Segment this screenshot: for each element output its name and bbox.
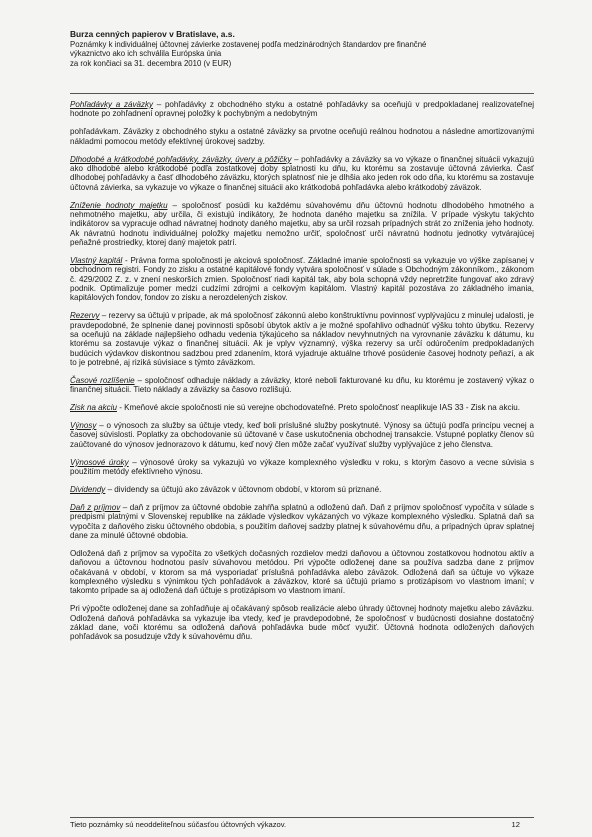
term-income-tax: Daň z príjmov [70, 502, 121, 512]
paragraph-text: Pri výpočte odloženej dane sa zohľadňuje aj očakávaný spôsob realizácie alebo úhrady účtovnej hodnoty majetku alebo záväzku. Odložená daňová pohľadávka sa vykazuje iba vtedy, keď je pravdepodobné, že spoločnosť v budúcnosti dosiahne dostatočný základ dane, voči ktorému sa odložená daňová pohľadávka bude môcť využiť. Účtovná hodnota odložených daňových pohľadávok sa posudzuje vždy k súvahovému dňu. [70, 604, 534, 642]
term-revenue: Výnosy [70, 421, 97, 431]
page-header [70, 30, 540, 68]
term-provisions: Rezervy [70, 311, 100, 321]
paragraph-income-tax [70, 503, 534, 540]
paragraph-text: – výnosové úroky sa vykazujú vo výkaze komplexného výsledku v roku, s ktorým časovo a vecne súvisia s použitím metódy efektívneho výnosu. [70, 457, 534, 476]
term-interest-income: Výnosové úroky [70, 457, 129, 467]
header-subtitle-line-1: Poznámky k individuálnej účtovnej závierke zostavenej podľa medzinárodných štandardov pre finančné [70, 39, 427, 49]
paragraph-text: – spoločnosť odhaduje náklady a záväzky, ktoré neboli fakturované ku dňu, ku ktorému je zostavený výkaz o finančnej situácii. Tieto náklady a záväzky sa časovo rozlišujú. [70, 375, 534, 395]
paragraph-text: – daň z príjmov za účtovné obdobie zahŕňa splatnú a odloženú daň. Daň z príjmov spoločnosť vypočíta v súlade s predpismi platnými v Slovenskej republike na základe výsledkov vykázaných vo výkaze komplexného výsledku. Splatná daň sa vypočíta z daňového zisku účtovného obdobia, s použitím daňovej sadzby platnej k súvahovému dňu, a prípadných úprav splatnej dane za minulé účtovné obdobia. [70, 502, 534, 540]
paragraph-receivables-payables [70, 100, 534, 119]
paragraph-text: - Kmeňové akcie spoločnosti nie sú verejne obchodovateľné. Preto spoločnosť neaplikuje IAS 33 - Zisk na akciu. [116, 403, 520, 413]
paragraph-text: – rezervy sa účtujú v prípade, ak má spoločnosť zákonnú alebo konštruktívnu povinnosť vyplývajúcu z minulej udalosti, je pravdepodobné, že splnenie danej povinnosti spôsobí úbytok aktív a je možné spoľahlivo odhadnúť výšku tohto úbytku. Rezervy sa oceňujú na základe najlepšieho odhadu vedenia týkajúceho sa nákladov nevyhnutných na vyrovnanie záväzku k dátumu, ku ktorému sa zostavuje výkaz o finančnej situácii. Ak je vplyv významný, výška rezervy sa určí odúročením predpokladaných budúcich výdavkov diskontnou sadzbou pred zdanením, ktorá vyjadruje aktuálne trhové posúdenie časovej hodnoty peňazí, a ak to je potrebné, aj riziká súvisiace s týmto záväzkom. [70, 311, 534, 367]
paragraph-dividends [70, 485, 534, 494]
term-impairment: Zníženie hodnoty majetku [70, 200, 168, 210]
page-footer [70, 820, 534, 829]
header-period: za rok končiaci sa 31. decembra 2010 (v EUR) [70, 58, 232, 68]
paragraph-eps [70, 403, 534, 412]
paragraph-equity [70, 256, 534, 303]
paragraph-text: – spoločnosť posúdi ku každému súvahovému dňu účtovnú hodnotu dlhodobého hmotného a nehmotného majetku, aby určila, či existujú indikátory, že hodnota daného majetku sa znížila. V prípade výskytu takýchto indikátorov sa vypracuje odhad návratnej hodnoty daného majetku, aby sa určil rozsah prípadných strát zo zníženia jeho hodnoty. Ak návratnú hodnotu individuálnej položky majetku nemožno určiť, spoločnosť určí návratnú hodnotu jednotky vytvárajúcej peňažné prostriedky, ktorej daný majetok patrí. [70, 200, 534, 247]
term-dividends: Dividendy [70, 484, 106, 494]
paragraph-text: - Právna forma spoločnosti je akciová spoločnosť. Základné imanie spoločnosti sa vykazuje vo výške zapísanej v obchodnom registri. Fondy zo zisku a ostatné kapitálové fondy vytvára spoločnosť v súlade s Obchodným zákonníkom., zákonom č. 429/2002 Z. z. v znení neskorších zmien. Spoločnosť riadi kapitál tak, aby bola schopná vždy nepretržite fungovať ako zdravý podnik. Optimalizuje pomer medzi cudzími zdrojmi a celkovým kapitálom. Vlastný kapitál pozostáva zo základného imania, kapitálových fondov, fondov zo zisku a nerozdelených ziskov. [70, 255, 535, 303]
paragraph-text: Odložená daň z príjmov sa vypočíta zo všetkých dočasných rozdielov medzi daňovou a účtovnou zostatkovou hodnotou aktív a daňovou a účtovnou hodnotou pasív súvahovou metódou. Pri výpočte odloženej dane sa používa sadzba dane z príjmov očakávaná v období, v ktorom sa má vysporiadať príslušná pohľadávka alebo záväzok. Odložená daň sa účtuje vo výkaze komplexného výsledku s výnimkou tých pohľadávok a záväzkov, ktoré sa účtujú priamo s protizápisom vo vlastnom imaní; v takomto prípade sa aj odložená daň účtuje s protizápisom vo vlastnom imaní. [70, 548, 534, 596]
header-divider [70, 93, 534, 94]
paragraph-interest-income [70, 458, 534, 477]
term-equity: Vlastný kapitál [70, 255, 123, 265]
paragraph-revenue [70, 421, 534, 449]
paragraph-text: – dividendy sa účtujú ako záväzok v účtovnom období, v ktorom sú priznané. [105, 484, 382, 494]
paragraph-long-short-term [70, 155, 534, 192]
term-accruals: Časové rozlíšenie [70, 375, 135, 385]
page-number: 12 [511, 820, 520, 829]
term-eps: Zisk na akciu [70, 403, 117, 413]
term-long-short-term: Dlhodobé a krátkodobé pohľadávky, záväzky, úvery a pôžičky [70, 154, 292, 164]
header-subtitle-line-2: výkaznictvo ako ich schválila Európska únia [70, 49, 222, 58]
paragraph-deferred-tax [70, 549, 534, 596]
notes-body [70, 100, 534, 650]
footer-note: Tieto poznámky sú neoddeliteľnou súčasťou účtovných výkazov. [70, 820, 287, 829]
paragraph-accruals [70, 376, 534, 395]
paragraph-receivables-continued [70, 127, 534, 146]
footer-divider [70, 817, 534, 818]
term-receivables-payables: Pohľadávky a záväzky [70, 100, 154, 109]
paragraph-text: – o výnosoch za služby sa účtuje vtedy, keď boli príslušné služby poskytnuté. Výnosy sa účtujú podľa princípu vecnej a časovej súvislosti. Poplatky za obchodovanie sú účtované v čase uskutočnenia obchodnej transakcie. Vstupné poplatky členov sú zaúčtované do výnosov jednorazovo k dátumu, keď nový člen môže začať využívať služby vyplývajúce z jeho členstva. [70, 421, 534, 449]
paragraph-deferred-tax-asset [70, 604, 534, 641]
paragraph-text: – pohľadávky z obchodného styku a ostatné pohľadávky sa oceňujú v predpokladanej realizovateľnej hodnote po zohľadnení opravnej položky k pochybným a nedobytným [70, 100, 535, 119]
paragraph-impairment [70, 201, 534, 248]
paragraph-text: – pohľadávky a záväzky sa vo výkaze o finančnej situácii vykazujú ako dlhodobé alebo krátkodobé podľa zostatkovej doby splatnosti ku dňu, ku ktorému sa zostavuje účtovná závierka. Časť dlhodobej pohľadávky a časť dlhodobého záväzku, ktorých splatnosť nie je dlhšia ako jeden rok odo dňa, ku ktorému sa zostavuje účtovná závierka, sa vykazuje vo výkaze o finančnej situácii ako krátkodobá pohľadávka alebo krátkodobý záväzok. [70, 154, 534, 192]
paragraph-text: pohľadávkam. Záväzky z obchodného styku a ostatné záväzky sa prvotne oceňujú reálnou hodnotou a následne amortizovanými nákladmi pomocou metódy efektívnej úrokovej sadzby. [70, 127, 534, 146]
paragraph-provisions [70, 311, 534, 367]
company-name: Burza cenných papierov v Bratislave, a.s. [70, 29, 235, 39]
